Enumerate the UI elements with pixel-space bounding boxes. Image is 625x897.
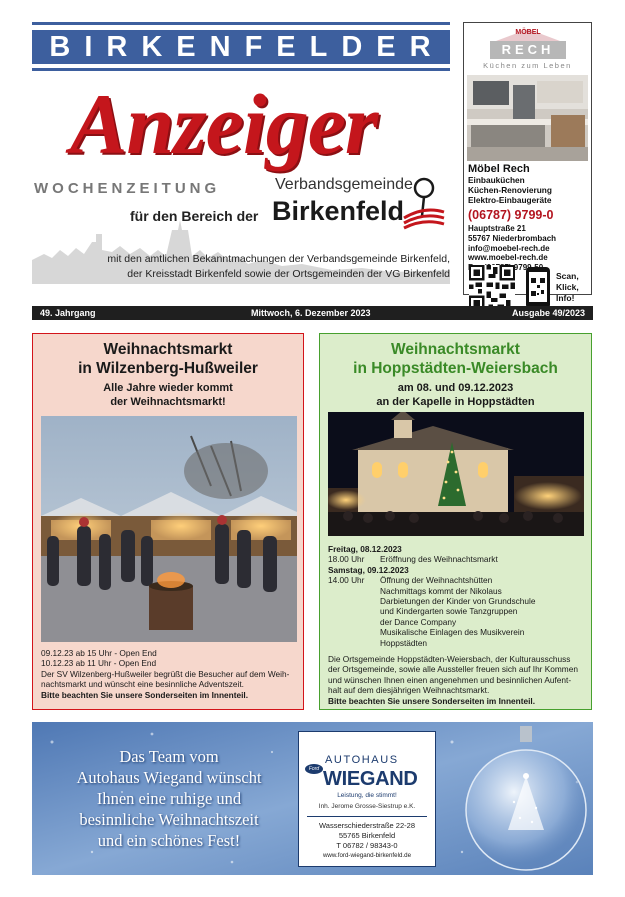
schedule-event: Hoppstädten (380, 637, 428, 648)
dealer-website: www.ford-wiegand-birkenfeld.de (322, 852, 412, 859)
ad-contact-block (468, 163, 590, 273)
ad-address-line: 55767 Niederbrombach (468, 233, 557, 243)
article-hoppstaedten (319, 333, 592, 710)
schedule-row (328, 554, 586, 564)
vg-label: Verbandsgemeinde (275, 176, 413, 193)
greeting-line: Ihnen eine ruhige und (96, 789, 242, 808)
article-subtitle: an der Kapelle in Hoppstädten (376, 396, 535, 408)
schedule-event: Nachmittags kommt der Nikolaus (380, 585, 502, 596)
dealer-street: Wasserschiederstraße 22-28 (318, 821, 415, 830)
issue-info-bar (32, 306, 593, 320)
volume-label: 49. Jahrgang (40, 308, 96, 318)
dealer-city: 55765 Birkenfeld (338, 831, 396, 840)
issue-date: Mittwoch, 6. Dezember 2023 (251, 308, 371, 318)
moebel-rech-logo (486, 29, 570, 59)
vg-name: Birkenfeld (272, 196, 405, 226)
article-text (328, 654, 586, 706)
bold-note: Bitte beachten Sie unsere Sonderseiten im Innenteil. (328, 695, 536, 706)
article-title: Weihnachtsmarkt (391, 341, 520, 358)
schedule-event: Öffnung der Weihnachtshütten (380, 575, 493, 586)
schedule-event: Musikalische Einlagen des Musikverein (380, 627, 525, 638)
qr-code-icon[interactable] (469, 265, 515, 311)
text-line: und wünschen Ihnen einen angenehmen und besinnlichen Aufent- (328, 674, 572, 685)
dealer-phone: T 06782 / 98343-0 (336, 841, 398, 850)
logo-big-text: RECH (490, 41, 566, 59)
greeting-line: Das Team vom (119, 747, 219, 766)
article-text (41, 648, 297, 700)
schedule-row (328, 575, 586, 648)
article-wilzenberg (32, 333, 304, 710)
ad-tagline: Küchen zum Leben (483, 61, 572, 70)
masthead-top-rule (32, 22, 450, 25)
dealer-card (298, 731, 436, 867)
kitchen-photo (467, 75, 588, 161)
text-line: 10.12.23 ab 11 Uhr - Open End (41, 658, 157, 669)
greeting-line: und ein schönes Fest! (97, 831, 241, 850)
schedule-day: Freitag, 08.12.2023 (328, 544, 402, 554)
ad-email: info@moebel-rech.de (468, 243, 550, 253)
schedule-event: Darbietungen der Kinder von Grundschule (380, 596, 536, 607)
schedule-event: und Kindergarten sowie Tanzgruppen (380, 606, 518, 617)
dealer-label: AUTOHAUS (325, 754, 399, 766)
notice-line: mit den amtlichen Bekanntmachungen der Verbandsgemeinde Birkenfeld, (107, 253, 450, 265)
schedule-time: 18.00 Uhr (328, 554, 365, 565)
ad-service: Küchen-Renovierung (468, 185, 552, 195)
schedule-event: Eröffnung des Weihnachtsmarkt (380, 554, 498, 565)
chapel-night-photo (328, 412, 584, 536)
ad-company-name: Möbel Rech (468, 163, 530, 175)
greeting-message (42, 746, 296, 851)
schedule-event: der Dance Company (380, 616, 457, 627)
article-title: in Hoppstädten-Weiersbach (353, 360, 558, 377)
schedule-day: Samstag, 09.12.2023 (328, 564, 409, 575)
text-line: 09.12.23 ab 15 Uhr - Open End (41, 648, 157, 658)
text-line: Der SV Wilzenberg-Hußweiler begrüßt die Besucher auf dem Weih- (41, 668, 290, 679)
ad-service: Elektro-Einbaugeräte (468, 195, 552, 205)
text-line: nachtsmarkt und wünscht eine besinnliche Adventszeit. (41, 679, 244, 690)
ad-website: www.moebel-rech.de (468, 253, 548, 263)
scan-line: Info! (556, 293, 575, 303)
schedule-event-list (380, 575, 535, 648)
greeting-line: Autohaus Wiegand wünscht (76, 768, 262, 787)
article-title: Weihnachtsmarkt (103, 341, 233, 358)
greeting-line: besinnliche Weihnachtszeit (79, 810, 259, 829)
scan-info (556, 271, 579, 304)
text-line: Die Ortsgemeinde Hoppstädten-Weiersbach, der Kulturausschuss (328, 654, 571, 664)
text-line: der Ortsgemeinde, sowie alle Aussteller freuen sich auf Ihr Kommen (328, 664, 578, 675)
smartphone-icon (525, 266, 551, 310)
paper-name: BIRKENFELDER (32, 30, 450, 64)
article-subtitle: Alle Jahre wieder kommt (103, 382, 233, 394)
ford-logo: Ford (305, 764, 323, 774)
moebel-rech-ad[interactable] (463, 22, 592, 303)
ad-service: Einbauküchen (468, 175, 525, 185)
dealer-address (299, 821, 435, 861)
autohaus-wiegand-ad[interactable] (32, 722, 593, 875)
article-subtitle: am 08. und 09.12.2023 (397, 382, 514, 394)
christmas-bauble-icon (462, 726, 590, 872)
scan-line: Klick, (556, 282, 579, 292)
bold-note: Bitte beachten Sie unsere Sonderseiten im Innenteil. (41, 689, 249, 700)
ad-address-line: Hauptstraße 21 (468, 224, 526, 233)
dealer-owner: Inh. Jerome Grosse-Siestrup e.K. (318, 803, 416, 810)
article-title: in Wilzenberg-Hußweiler (78, 360, 258, 377)
text-line: halt auf dem diesjährigen Weihnachtsmarkt. (328, 685, 490, 696)
dealer-slogan: Leistung, die stimmt! (337, 792, 397, 799)
christmas-market-photo (41, 416, 297, 642)
dealer-name: WIEGAND (323, 768, 418, 790)
newspaper-subtitle: WOCHENZEITUNG (34, 180, 221, 197)
article-subtitle: der Weihnachtsmarkt! (110, 396, 226, 408)
scope-text: für den Bereich der (130, 208, 259, 224)
official-notice (90, 252, 450, 282)
card-divider (307, 816, 427, 817)
masthead-bottom-rule (32, 68, 450, 71)
newspaper-title: Anzeiger (70, 76, 378, 172)
ad-phone: (06787) 9799-0 (468, 208, 554, 222)
masthead (32, 22, 450, 284)
logo-small-text: MÖBEL (515, 29, 541, 36)
issue-number: Ausgabe 49/2023 (511, 308, 585, 318)
schedule-time: 14.00 Uhr (328, 575, 365, 586)
event-schedule (328, 544, 586, 648)
scan-line: Scan, (556, 271, 579, 281)
notice-line: der Kreisstadt Birkenfeld sowie der Ortsgemeinden der VG Birkenfeld (127, 268, 450, 280)
